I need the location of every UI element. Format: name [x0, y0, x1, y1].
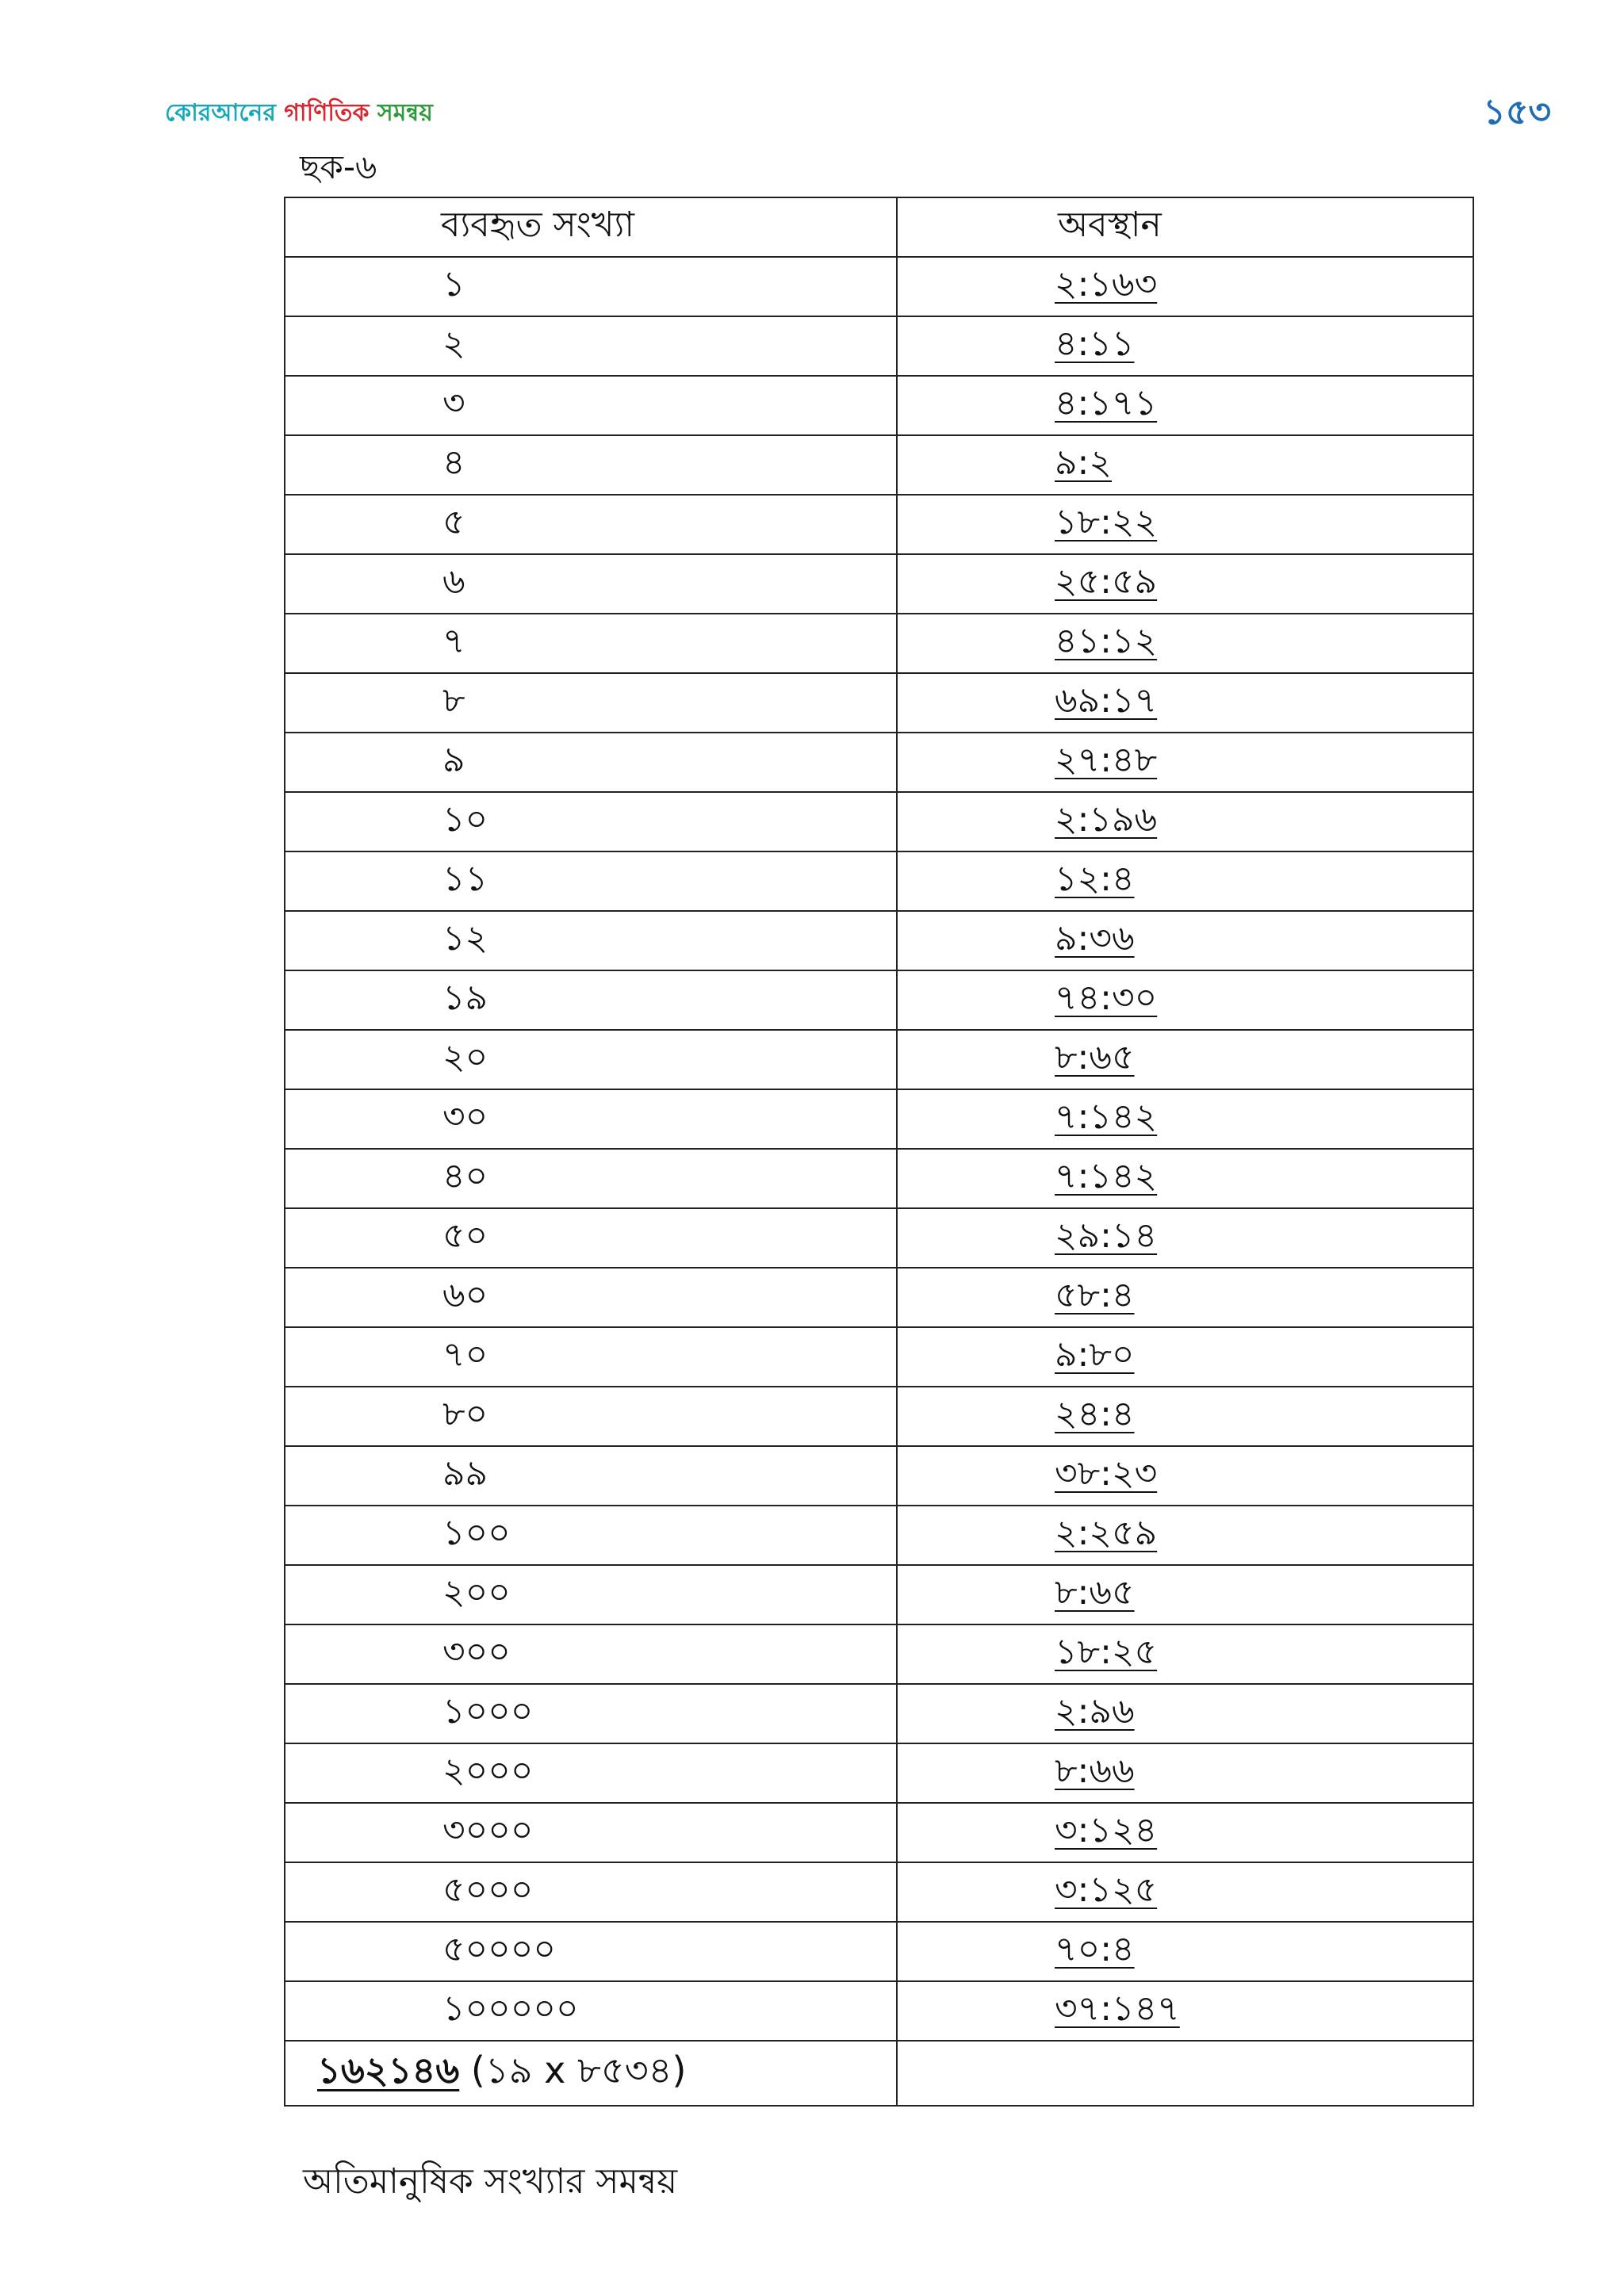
- location-value: ৪১:১২: [1055, 621, 1158, 661]
- used-number-cell: ১: [285, 257, 897, 316]
- table-row: [285, 1922, 1473, 1981]
- location-cell: [897, 614, 1473, 673]
- table-row: [285, 1862, 1473, 1922]
- total-empty-cell: [897, 2041, 1473, 2106]
- location-cell: [897, 1684, 1473, 1743]
- location-cell: [897, 1624, 1473, 1684]
- used-number-cell: ৭: [285, 614, 897, 673]
- table-row: [285, 316, 1473, 376]
- location-cell: [897, 1268, 1473, 1327]
- location-cell: [897, 376, 1473, 435]
- page-number: ১৫৩: [1483, 92, 1551, 132]
- location-value: ৬৯:১৭: [1055, 680, 1158, 721]
- location-value: ২৭:৪৮: [1055, 740, 1158, 780]
- table-row: [285, 1149, 1473, 1208]
- table-row: [285, 495, 1473, 554]
- location-cell: [897, 1446, 1473, 1506]
- location-value: ২৫:৫৯: [1055, 561, 1158, 602]
- location-value: ৭:১৪২: [1055, 1156, 1158, 1196]
- location-value: ৩:১২৪: [1055, 1810, 1158, 1850]
- location-value: ৫৮:৪: [1055, 1275, 1135, 1315]
- used-number-cell: ৫০: [285, 1208, 897, 1268]
- location-cell: [897, 316, 1473, 376]
- location-cell: [897, 554, 1473, 614]
- location-value: ৭৪:৩০: [1055, 978, 1158, 1018]
- running-header-part1: কোরআনের: [165, 99, 285, 127]
- table-row: [285, 970, 1473, 1030]
- used-number-cell: ৫০০০০: [285, 1922, 897, 1981]
- table-row: [285, 1684, 1473, 1743]
- location-value: ৭:১৪২: [1055, 1096, 1158, 1137]
- table-row: [285, 376, 1473, 435]
- used-number-cell: ১০০০০০: [285, 1981, 897, 2041]
- location-value: ১৮:২৫: [1055, 1632, 1158, 1672]
- header-used-numbers: ব্যবহৃত সংখ্যা: [285, 197, 897, 257]
- used-number-cell: ৩০০: [285, 1624, 897, 1684]
- numbers-location-table: [284, 197, 1474, 2107]
- location-value: ৪:১৭১: [1055, 383, 1158, 423]
- table-row: [285, 257, 1473, 316]
- used-number-cell: ৪: [285, 435, 897, 495]
- location-cell: [897, 673, 1473, 733]
- location-value: ৮:৬৫: [1055, 1037, 1135, 1077]
- used-number-cell: ২: [285, 316, 897, 376]
- table-row: [285, 1268, 1473, 1327]
- location-value: ৯:৩৬: [1055, 918, 1135, 959]
- location-value: ২:৯৬: [1055, 1691, 1135, 1732]
- table-row: [285, 1030, 1473, 1089]
- table-row: [285, 1089, 1473, 1149]
- running-header: [165, 94, 433, 134]
- location-cell: [897, 1327, 1473, 1387]
- table-row: [285, 554, 1473, 614]
- used-number-cell: ২০০: [285, 1565, 897, 1624]
- used-number-cell: ১০০০: [285, 1684, 897, 1743]
- table-row: [285, 673, 1473, 733]
- location-value: ৮:৬৬: [1055, 1751, 1135, 1791]
- location-cell: [897, 970, 1473, 1030]
- table-row: [285, 792, 1473, 851]
- used-number-cell: ৯: [285, 733, 897, 792]
- used-number-cell: ১১: [285, 851, 897, 911]
- used-number-cell: ১০০: [285, 1506, 897, 1565]
- location-cell: [897, 911, 1473, 970]
- used-number-cell: ২০: [285, 1030, 897, 1089]
- location-cell: [897, 1208, 1473, 1268]
- table-row: [285, 1387, 1473, 1446]
- location-cell: [897, 1387, 1473, 1446]
- used-number-cell: ৬: [285, 554, 897, 614]
- location-value: ২:১৬৩: [1055, 264, 1158, 304]
- table-row: [285, 1506, 1473, 1565]
- header-location: অবস্থান: [897, 197, 1473, 257]
- location-cell: [897, 1506, 1473, 1565]
- location-cell: [897, 257, 1473, 316]
- location-value: ৩৭:১৪৭: [1055, 1988, 1180, 2029]
- used-number-cell: ৮০: [285, 1387, 897, 1446]
- used-number-cell: ৭০: [285, 1327, 897, 1387]
- table-row: [285, 1981, 1473, 2041]
- table-row: [285, 1743, 1473, 1803]
- location-value: ১২:৪: [1055, 859, 1135, 899]
- footer-note: অতিমানুষিক সংখ্যার সমন্বয়: [303, 2161, 678, 2202]
- location-value: ১৮:২২: [1055, 502, 1158, 542]
- location-cell: [897, 495, 1473, 554]
- running-header-part2: গাণিতিক: [284, 99, 377, 127]
- location-cell: [897, 1565, 1473, 1624]
- location-value: ৮:৬৫: [1055, 1572, 1135, 1613]
- location-cell: [897, 792, 1473, 851]
- location-value: ২:১৯৬: [1055, 799, 1158, 840]
- used-number-cell: ৩: [285, 376, 897, 435]
- used-number-cell: ৪০: [285, 1149, 897, 1208]
- running-header-part3: সমন্বয়: [377, 99, 433, 127]
- total-expression: (১৯ x ৮৫৩৪): [459, 2049, 687, 2091]
- table-label: ছক-৬: [300, 147, 377, 186]
- used-number-cell: ৩০০০: [285, 1803, 897, 1862]
- table-row: [285, 911, 1473, 970]
- location-value: ২৯:১৪: [1055, 1215, 1158, 1256]
- used-number-cell: ৫: [285, 495, 897, 554]
- location-cell: [897, 733, 1473, 792]
- location-cell: [897, 1743, 1473, 1803]
- location-cell: [897, 1862, 1473, 1922]
- used-number-cell: ১২: [285, 911, 897, 970]
- used-number-cell: ৩০: [285, 1089, 897, 1149]
- location-value: ৩:১২৫: [1055, 1869, 1158, 1910]
- table-row: [285, 1624, 1473, 1684]
- location-value: ৯:৮০: [1055, 1334, 1135, 1375]
- used-number-cell: ৮: [285, 673, 897, 733]
- table-row: [285, 614, 1473, 673]
- table-row: [285, 1446, 1473, 1506]
- table-header-row: [285, 197, 1473, 257]
- location-value: ৯:২: [1055, 442, 1112, 483]
- location-value: ২:২৫৯: [1055, 1513, 1158, 1553]
- location-value: ৭০:৪: [1055, 1929, 1135, 1969]
- total-value: ১৬২১৪৬: [317, 2049, 460, 2091]
- location-cell: [897, 1803, 1473, 1862]
- location-cell: [897, 1030, 1473, 1089]
- total-row: [285, 2041, 1473, 2106]
- used-number-cell: ৬০: [285, 1268, 897, 1327]
- location-cell: [897, 851, 1473, 911]
- table-row: [285, 1327, 1473, 1387]
- used-number-cell: ৫০০০: [285, 1862, 897, 1922]
- table-row: [285, 733, 1473, 792]
- location-cell: [897, 1922, 1473, 1981]
- location-cell: [897, 1149, 1473, 1208]
- used-number-cell: ১০: [285, 792, 897, 851]
- location-cell: [897, 1089, 1473, 1149]
- table-row: [285, 851, 1473, 911]
- used-number-cell: ২০০০: [285, 1743, 897, 1803]
- table-row: [285, 435, 1473, 495]
- location-value: ২৪:৪: [1055, 1394, 1135, 1434]
- location-value: ৪:১১: [1055, 323, 1135, 364]
- used-number-cell: ১৯: [285, 970, 897, 1030]
- table-row: [285, 1565, 1473, 1624]
- total-cell: [285, 2041, 897, 2106]
- table-row: [285, 1208, 1473, 1268]
- used-number-cell: ৯৯: [285, 1446, 897, 1506]
- location-cell: [897, 1981, 1473, 2041]
- location-value: ৩৮:২৩: [1055, 1453, 1158, 1494]
- table-body: [285, 257, 1473, 2041]
- table-row: [285, 1803, 1473, 1862]
- location-cell: [897, 435, 1473, 495]
